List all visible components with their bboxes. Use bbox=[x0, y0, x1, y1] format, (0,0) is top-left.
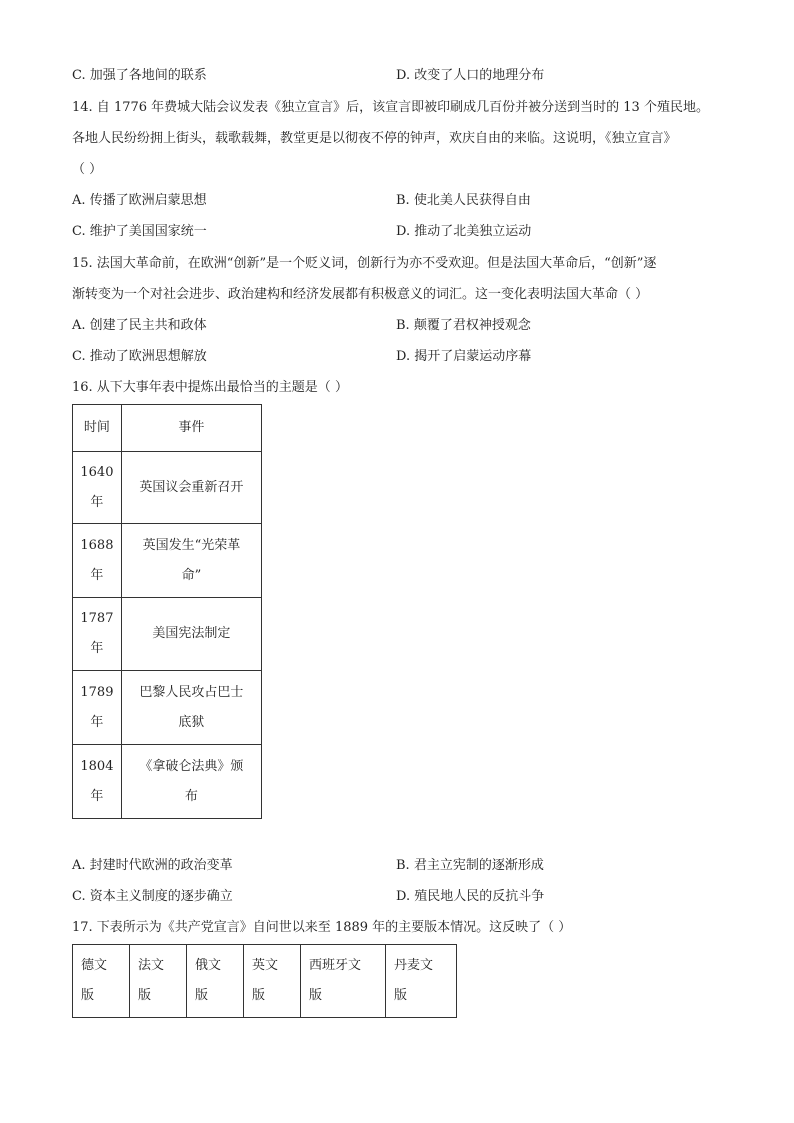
edition-suffix: 版 bbox=[81, 988, 95, 1003]
table-cell-year bbox=[73, 745, 122, 819]
edition-suffix: 版 bbox=[252, 988, 266, 1003]
table-row bbox=[73, 671, 262, 745]
edition-cell bbox=[301, 945, 386, 1018]
edition-suffix: 版 bbox=[394, 988, 408, 1003]
q17-editions-table bbox=[72, 944, 457, 1018]
year-unit: 年 bbox=[90, 494, 104, 510]
q17-stem: 17. 下表所示为《共产党宣言》自问世以来至 1889 年的主要版本情况。这反映了（ ） bbox=[72, 920, 572, 935]
q16-option-c[interactable]: C. 资本主义制度的逐步确立 bbox=[72, 889, 233, 904]
q15-stem-line2: 渐转变为一个对社会进步、政治建构和经济发展都有积极意义的词汇。这一变化表明法国大革命（ ） bbox=[72, 287, 649, 302]
edition-name: 丹麦文 bbox=[394, 958, 434, 973]
q15-option-a[interactable]: A. 创建了民主共和政体 bbox=[72, 318, 207, 333]
event-text: 巴黎人民攻占巴士 bbox=[139, 684, 244, 700]
q16-chronology-table bbox=[72, 404, 262, 819]
q16-option-d[interactable]: D. 殖民地人民的反抗斗争 bbox=[396, 889, 545, 904]
q15-stem-line1: 15. 法国大革命前，在欧洲“创新”是一个贬义词，创新行为亦不受欢迎。但是法国大革命后，“创新”逐 bbox=[72, 256, 657, 271]
table-cell-year bbox=[73, 524, 122, 598]
table-row bbox=[73, 524, 262, 598]
year-number: 1789 bbox=[80, 684, 114, 700]
edition-name: 俄文 bbox=[195, 958, 222, 973]
table-header-row bbox=[73, 405, 262, 452]
table-cell-event bbox=[121, 745, 261, 819]
q14-option-d[interactable]: D. 推动了北美独立运动 bbox=[396, 224, 532, 239]
edition-suffix: 版 bbox=[309, 988, 323, 1003]
table-row bbox=[73, 598, 262, 671]
q13-option-c[interactable]: C. 加强了各地间的联系 bbox=[72, 68, 207, 83]
q14-stem-line1: 14. 自 1776 年费城大陆会议发表《独立宣言》后，该宣言即被印刷成几百份并被分送到当时的 13 个殖民地。 bbox=[72, 100, 709, 115]
event-text: 《拿破仑法典》颁 bbox=[139, 758, 244, 774]
q15-option-c[interactable]: C. 推动了欧洲思想解放 bbox=[72, 349, 207, 364]
event-text: 英国发生“光荣革 bbox=[142, 537, 241, 553]
edition-name: 德文 bbox=[81, 958, 108, 973]
table-cell-event bbox=[121, 524, 261, 598]
q14-option-a[interactable]: A. 传播了欧洲启蒙思想 bbox=[72, 193, 207, 208]
year-unit: 年 bbox=[90, 567, 104, 583]
event-text: 英国议会重新召开 bbox=[139, 479, 244, 495]
table-cell-year bbox=[73, 671, 122, 745]
event-text-cont: 底狱 bbox=[178, 714, 205, 730]
event-text-cont: 布 bbox=[184, 788, 198, 804]
year-number: 1640 bbox=[80, 464, 114, 480]
q16-stem: 16. 从下大事年表中提炼出最恰当的主题是（ ） bbox=[72, 380, 348, 395]
table-row bbox=[73, 745, 262, 819]
edition-cell bbox=[130, 945, 187, 1018]
edition-cell bbox=[386, 945, 457, 1018]
year-unit: 年 bbox=[90, 714, 104, 730]
edition-cell bbox=[244, 945, 301, 1018]
q15-option-b[interactable]: B. 颠覆了君权神授观念 bbox=[396, 318, 531, 333]
edition-suffix: 版 bbox=[138, 988, 152, 1003]
edition-suffix: 版 bbox=[195, 988, 209, 1003]
q16-option-a[interactable]: A. 封建时代欧洲的政治变革 bbox=[72, 858, 233, 873]
q14-stem-line2: 各地人民纷纷拥上街头，载歌载舞，教堂更是以彻夜不停的钟声，欢庆自由的来临。这说明，《独立宣言》 bbox=[72, 131, 677, 146]
q13-option-d[interactable]: D. 改变了人口的地理分布 bbox=[396, 68, 545, 83]
q14-option-c[interactable]: C. 维护了美国国家统一 bbox=[72, 224, 207, 239]
table-row bbox=[73, 452, 262, 524]
table-cell-event bbox=[121, 598, 261, 671]
year-number: 1787 bbox=[80, 611, 114, 626]
q14-answer-blank: （ ） bbox=[72, 162, 103, 177]
event-text-cont: 命” bbox=[181, 567, 202, 583]
table-cell-year bbox=[73, 598, 122, 671]
event-text: 美国宪法制定 bbox=[152, 626, 231, 641]
table-header-event: 事件 bbox=[121, 405, 261, 452]
table-cell-event bbox=[121, 452, 261, 524]
table-cell-event bbox=[121, 671, 261, 745]
q15-option-d[interactable]: D. 揭开了启蒙运动序幕 bbox=[396, 349, 532, 364]
edition-cell bbox=[187, 945, 244, 1018]
q14-option-b[interactable]: B. 使北美人民获得自由 bbox=[396, 193, 531, 208]
edition-name: 西班牙文 bbox=[309, 958, 362, 973]
year-number: 1688 bbox=[80, 537, 114, 553]
year-unit: 年 bbox=[90, 788, 104, 804]
table-cell-year bbox=[73, 452, 122, 524]
edition-name: 英文 bbox=[252, 958, 279, 973]
edition-name: 法文 bbox=[138, 958, 165, 973]
edition-cell bbox=[73, 945, 130, 1018]
q16-option-b[interactable]: B. 君主立宪制的逐渐形成 bbox=[396, 858, 544, 873]
table-row bbox=[73, 945, 457, 1018]
year-unit: 年 bbox=[90, 641, 104, 656]
year-number: 1804 bbox=[80, 758, 114, 774]
table-header-time: 时间 bbox=[73, 405, 122, 452]
